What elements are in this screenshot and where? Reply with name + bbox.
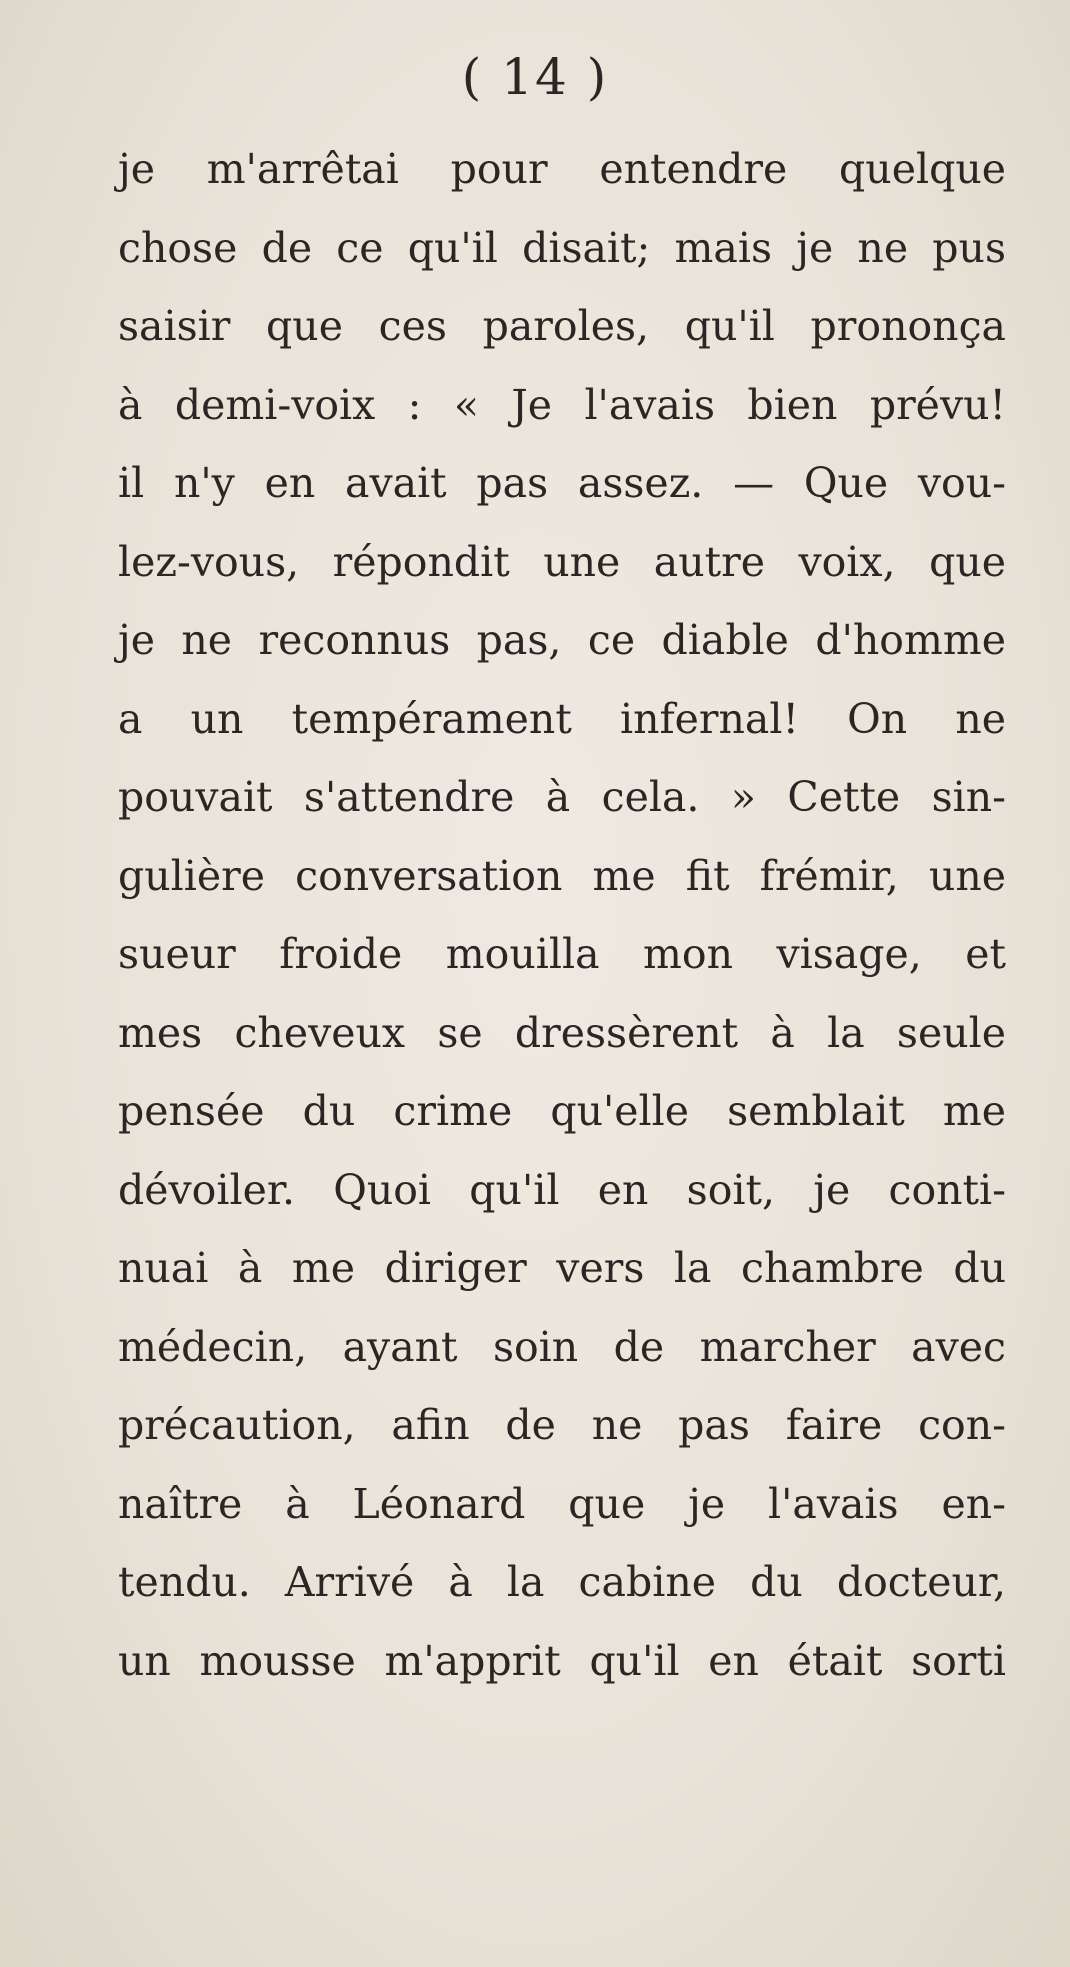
text-line xyxy=(118,680,1006,759)
page-number: ( 14 ) xyxy=(461,48,609,106)
text-line-content: mes cheveux se dressèrent à la seule xyxy=(118,1008,1006,1057)
page-body xyxy=(118,130,1006,1700)
text-line-content: pensée du crime qu'elle semblait me xyxy=(118,1087,1006,1135)
text-line xyxy=(118,523,1006,602)
text-line-content: saisir que ces paroles, qu'il prononça xyxy=(118,302,1006,350)
text-line xyxy=(118,1229,1006,1308)
text-line-content: je m'arrêtai pour entendre quelque xyxy=(118,145,1006,193)
text-line-content: lez-vous, répondit une autre voix, que xyxy=(118,537,1006,586)
text-line xyxy=(118,1151,1006,1230)
text-line xyxy=(118,1386,1006,1465)
text-line-content: je ne reconnus pas, ce diable d'homme xyxy=(118,616,1006,664)
text-line xyxy=(118,287,1006,366)
text-line-content: un mousse m'apprit qu'il en était sorti xyxy=(118,1636,1006,1685)
text-line xyxy=(118,444,1006,523)
text-line-content: pouvait s'attendre à cela. » Cette sin- xyxy=(118,773,1006,821)
text-line-content: précaution, afin de ne pas faire con- xyxy=(118,1401,1006,1449)
text-line-content: nuai à me diriger vers la chambre du xyxy=(118,1244,1006,1292)
text-line-content: médecin, ayant soin de marcher avec xyxy=(118,1322,1006,1371)
text-line xyxy=(118,1465,1006,1544)
text-line xyxy=(118,994,1006,1073)
text-line xyxy=(118,1072,1006,1151)
text-line xyxy=(118,130,1006,209)
text-line xyxy=(118,1308,1006,1387)
text-line xyxy=(118,366,1006,445)
text-line-content: il n'y en avait pas assez. — Que vou- xyxy=(118,459,1006,507)
text-line-content: a un tempérament infernal! On ne xyxy=(118,694,1006,743)
text-line-content: chose de ce qu'il disait; mais je ne pus xyxy=(118,223,1006,272)
text-line xyxy=(118,209,1006,288)
text-line-content: dévoiler. Quoi qu'il en soit, je conti- xyxy=(118,1165,1006,1214)
text-line xyxy=(118,1543,1006,1622)
text-line-content: sueur froide mouilla mon visage, et xyxy=(118,930,1006,978)
text-line xyxy=(118,915,1006,994)
text-line xyxy=(118,758,1006,837)
text-line xyxy=(118,601,1006,680)
text-line xyxy=(118,1622,1006,1701)
text-line xyxy=(118,837,1006,916)
text-line-content: naître à Léonard que je l'avais en- xyxy=(118,1479,1006,1528)
text-line-content: gulière conversation me fit frémir, une xyxy=(118,851,1006,900)
text-line-content: à demi-voix : « Je l'avais bien prévu! xyxy=(118,380,1006,429)
text-line-content: tendu. Arrivé à la cabine du docteur, xyxy=(118,1558,1006,1606)
